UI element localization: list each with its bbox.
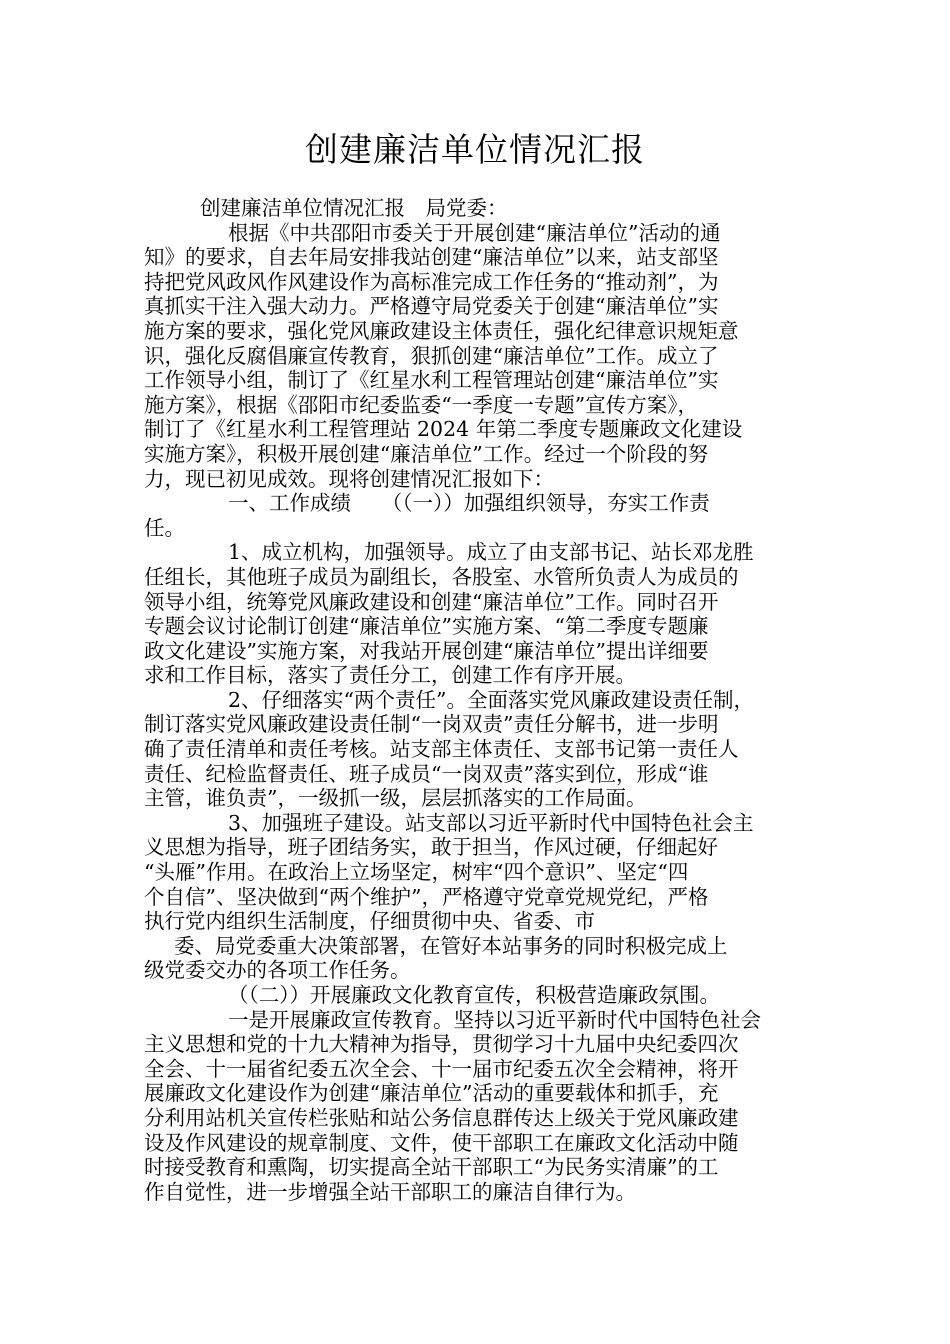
body-line: 任。 xyxy=(144,515,185,540)
body-line: 求和工作目标，落实了责任分工，创建工作有序开展。 xyxy=(144,663,636,688)
body-line: 确了责任清单和责任考核。站支部主体责任、支部书记第一责任人 xyxy=(144,737,739,762)
body-line: 领导小组，统筹党风廉政建设和创建“廉洁单位”工作。同时召开 xyxy=(144,589,719,614)
body-line: 1、成立机构，加强领导。成立了由支部书记、站长邓龙胜 xyxy=(228,540,754,565)
body-line: 施方案》，根据《邵阳市纪委监委“一季度一专题”宣传方案》， xyxy=(144,392,698,417)
body-line: “头雁”作用。在政治上立场坚定，树牢“四个意识”、坚定“四 xyxy=(144,860,689,885)
body-line: 作自觉性，进一步增强全站干部职工的廉洁自律行为。 xyxy=(144,1179,636,1204)
body-line: 主义思想和党的十九大精神为指导，贯彻学习十九届中央纪委四次 xyxy=(144,1032,739,1057)
body-line: 施方案的要求，强化党风廉政建设主体责任，强化纪律意识规矩意 xyxy=(144,318,739,343)
body-line: 政文化建设”实施方案，对我站开展创建“廉洁单位”提出详细要 xyxy=(144,638,709,663)
body-line: 一是开展廉政宣传教育。坚持以习近平新时代中国特色社会 xyxy=(228,1007,761,1032)
body-line: 分利用站机关宣传栏张贴和站公务信息群传达上级关于党风廉政建 xyxy=(144,1105,739,1130)
body-line: 义思想为指导，班子团结务实，敢于担当，作风过硬，仔细起好 xyxy=(144,835,718,860)
body-line: 设及作风建设的规章制度、文件，使干部职工在廉政文化活动中随 xyxy=(144,1130,739,1155)
document-title: 创建廉洁单位情况汇报 xyxy=(305,130,645,169)
document-body xyxy=(144,196,816,1204)
body-line: 个自信”、坚决做到“两个维护”，严格遵守党章党规党纪，严格 xyxy=(144,884,709,909)
body-line: 展廉政文化建设作为创建“廉洁单位”活动的重要载体和抓手，充 xyxy=(144,1081,719,1106)
body-line: 2、仔细落实“两个责任”。全面落实党风廉政建设责任制， xyxy=(228,687,755,712)
body-line: 执行党内组织生活制度，仔细贯彻中央、省委、市 xyxy=(144,909,595,934)
body-line: 识，强化反腐倡廉宣传教育，狠抓创建“廉洁单位”工作。成立了 xyxy=(144,343,719,368)
body-line: 真抓实干注入强大动力。严格遵守局党委关于创建“廉洁单位”实 xyxy=(144,294,719,319)
body-line: 力，现已初见成效。现将创建情况汇报如下： xyxy=(144,466,554,491)
body-line: 创建廉洁单位情况汇报 局党委： xyxy=(200,196,508,220)
body-line: 持把党风政风作风建设作为高标准完成工作任务的“推动剂”，为 xyxy=(144,269,719,294)
body-line: 专题会议讨论制订创建“廉洁单位”实施方案、“第二季度专题廉 xyxy=(144,614,709,639)
body-line: 委、局党委重大决策部署，在管好本站事务的同时积极完成上 xyxy=(174,933,728,958)
body-line: 制订了《红星水利工程管理站 2024 年第二季度专题廉政文化建设 xyxy=(144,417,743,442)
section-heading: （（二））开展廉政文化教育宣传，积极营造廉政氛围。 xyxy=(228,983,720,1007)
body-line: 全会、十一届省纪委五次全会、十一届市纪委五次全会精神，将开 xyxy=(144,1056,739,1081)
body-line: 3、加强班子建设。站支部以习近平新时代中国特色社会主 xyxy=(228,810,754,835)
body-line: 级党委交办的各项工作任务。 xyxy=(144,958,411,983)
body-line: 任组长，其他班子成员为副组长，各股室、水管所负责人为成员的 xyxy=(144,564,739,589)
body-line: 主管，谁负责”，一级抓一级，层层抓落实的工作局面。 xyxy=(144,786,647,811)
body-line: 制订落实党风廉政建设责任制“一岗双责”责任分解书，进一步明 xyxy=(144,712,719,737)
body-line: 时接受教育和熏陶，切实提高全站干部职工“为民务实清廉”的工 xyxy=(144,1155,719,1180)
body-line: 实施方案》，积极开展创建“廉洁单位”工作。经过一个阶段的努 xyxy=(144,441,709,466)
body-line: 知》的要求，自去年局安排我站创建“廉洁单位”以来，站支部坚 xyxy=(144,245,719,270)
section-heading: 一、工作成绩 （（一））加强组织领导，夯实工作责 xyxy=(228,491,710,516)
body-line: 根据《中共邵阳市委关于开展创建“廉洁单位”活动的通 xyxy=(228,220,721,245)
body-line: 责任、纪检监督责任、班子成员“一岗双责”落实到位，形成“谁 xyxy=(144,761,709,786)
body-line: 工作领导小组，制订了《红星水利工程管理站创建“廉洁单位”实 xyxy=(144,368,719,393)
